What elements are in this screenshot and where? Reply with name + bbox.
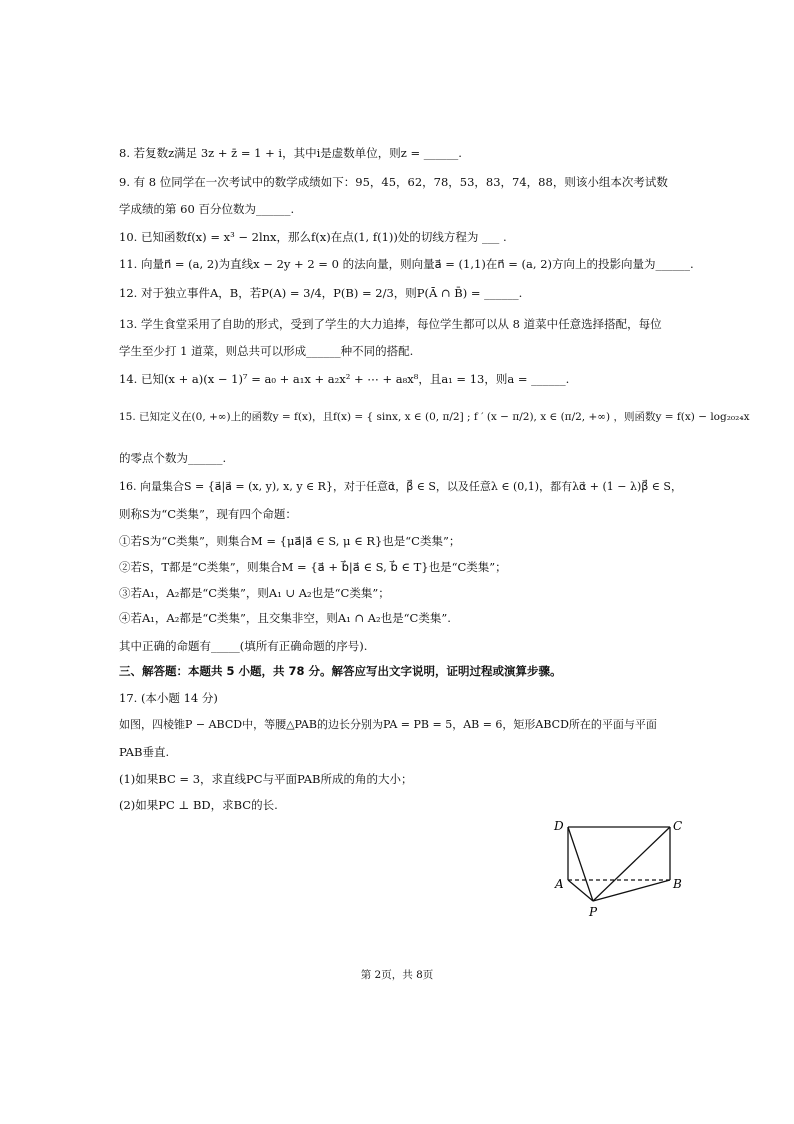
label-A: A bbox=[555, 877, 564, 891]
question-9-cont: 学成绩的第 60 百分位数为______. bbox=[119, 202, 295, 216]
proposition-2: ②若S，T都是“C类集”，则集合M = {a⃗ + b⃗|a⃗ ∈ S, b⃗ ∈ T}也是“C类集”； bbox=[119, 560, 507, 574]
question-13-cont: 学生至少打 1 道菜，则总共可以形成______种不同的搭配. bbox=[119, 344, 414, 358]
question-16: 16. 向量集合S = {a⃗|a⃗ = (x, y), x, y ∈ R}，对于任意α⃗，β⃗ ∈ S，以及任意λ ∈ (0,1)，都有λα⃗ + (1 − λ)β⃗ ∈ S， bbox=[119, 480, 682, 493]
question-13: 13. 学生食堂采用了自助的形式，受到了学生的大力追捧，每位学生都可以从 8 道菜中任意选择搭配，每位 bbox=[119, 317, 662, 331]
question-17-part-1: (1)如果BC = 3，求直线PC与平面PAB所成的角的大小； bbox=[119, 772, 413, 786]
pyramid-figure bbox=[545, 812, 695, 924]
question-17-body-cont: PAB垂直. bbox=[119, 745, 170, 759]
question-12: 12. 对于独立事件A，B，若P(A) = 3/4，P(B) = 2/3，则P(Ā ∩ B̄) = ______. bbox=[119, 286, 523, 300]
section-heading: 三、解答题：本题共 5 小题，共 78 分。解答应写出文字说明，证明过程或演算步骤。 bbox=[119, 664, 562, 678]
question-9: 9. 有 8 位同学在一次考试中的数学成绩如下：95，45，62，78，53，83，74，88，则该小组本次考试数 bbox=[119, 175, 668, 189]
question-16-answer: 其中正确的命题有_____(填所有正确命题的序号). bbox=[119, 639, 368, 653]
proposition-4: ④若A₁，A₂都是“C类集”，且交集非空，则A₁ ∩ A₂也是“C类集”. bbox=[119, 611, 451, 625]
question-15: 15. 已知定义在(0, +∞)上的函数y = f(x)，且f(x) = { sinx, x ∈ (0, π/2] ; f ′ (x − π/2), x ∈ (π/2, +∞) ，则函数y = f(x) − log₂₀₂₄x bbox=[119, 411, 750, 423]
proposition-1: ①若S为“C类集”，则集合M = {μa⃗|a⃗ ∈ S, μ ∈ R}也是“C类集”； bbox=[119, 534, 461, 548]
question-10: 10. 已知函数f(x) = x³ − 2lnx，那么f(x)在点(1, f(1))处的切线方程为 ___ . bbox=[119, 230, 507, 244]
question-17-body: 如图，四棱锥P − ABCD中，等腰△PAB的边长分别为PA = PB = 5，AB = 6，矩形ABCD所在的平面与平面 bbox=[119, 718, 657, 731]
question-15-cont: 的零点个数为______. bbox=[119, 451, 227, 465]
question-11: 11. 向量n⃗ = (a, 2)为直线x − 2y + 2 = 0 的法向量，则向量a⃗ = (1,1)在n⃗ = (a, 2)方向上的投影向量为______. bbox=[119, 257, 694, 271]
question-17-part-2: (2)如果PC ⊥ BD，求BC的长. bbox=[119, 798, 278, 812]
question-17-title: 17. (本小题 14 分) bbox=[119, 691, 218, 705]
label-P: P bbox=[589, 905, 598, 919]
label-D: D bbox=[554, 819, 564, 833]
question-16-cont: 则称S为“C类集”，现有四个命题： bbox=[119, 507, 297, 521]
label-B: B bbox=[673, 877, 682, 891]
page-footer: 第 2页，共 8页 bbox=[360, 969, 434, 981]
question-14: 14. 已知(x + a)(x − 1)⁷ = a₀ + a₁x + a₂x² + ⋯ + a₈x⁸，且a₁ = 13，则a = ______. bbox=[119, 372, 570, 386]
proposition-3: ③若A₁，A₂都是“C类集”，则A₁ ∪ A₂也是“C类集”； bbox=[119, 586, 390, 600]
question-8: 8. 若复数z满足 3z + z̄ = 1 + i，其中i是虚数单位，则z = ______. bbox=[119, 146, 462, 160]
label-C: C bbox=[673, 819, 683, 833]
